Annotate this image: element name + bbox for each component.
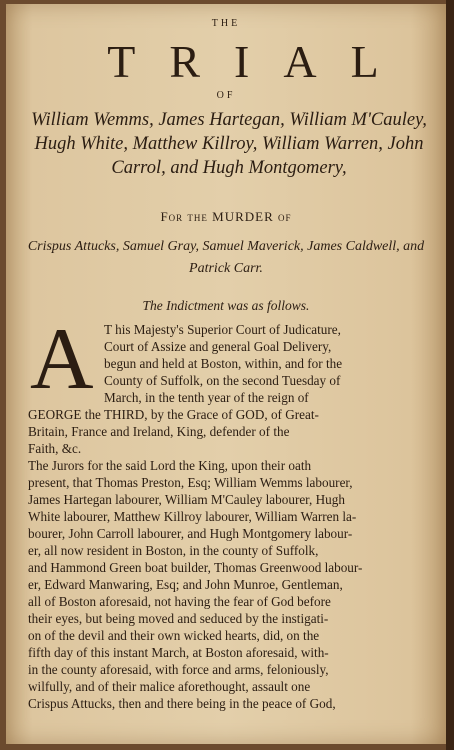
body-line: Faith, &c.	[28, 441, 82, 456]
body-line: their eyes, but being moved and seduced by the instigati-	[28, 611, 329, 626]
body-line: er, Edward Manwaring, Esq; and John Munroe, Gentleman,	[28, 577, 343, 592]
body-line: er, all now resident in Boston, in the county of Suffolk,	[28, 543, 319, 558]
body-line: begun and held at Boston, within, and for the	[104, 356, 343, 371]
body-line: in the county aforesaid, with force and arms, feloniously,	[28, 662, 329, 677]
title-of: OF	[216, 90, 236, 101]
body-line: White labourer, Matthew Killroy labourer, William Warren la-	[28, 509, 357, 524]
body-line: GEORGE the THIRD, by the Grace of GOD, of Great-	[28, 407, 319, 422]
body-line: March, in the tenth year of the reign of	[104, 390, 309, 405]
book-edge	[446, 0, 454, 750]
body-line: all of Boston aforesaid, not having the fear of God before	[28, 594, 331, 609]
body-line: and Hammond Green boat builder, Thomas Greenwood labour-	[28, 560, 363, 575]
indictment-heading: The Indictment was as follows.	[142, 298, 310, 313]
body-line: Crispus Attucks, then and there being in the peace of God,	[28, 696, 336, 711]
title-the: THE	[211, 18, 241, 29]
title-trial: TRIAL	[107, 36, 413, 87]
body-line: T his Majesty's Superior Court of Judicature,	[104, 322, 341, 337]
for-murder-line: For the MURDER of	[160, 209, 292, 224]
body-line: Court of Assize and general Goal Delivery,	[104, 339, 332, 354]
body-line: County of Suffolk, on the second Tuesday of	[104, 373, 341, 388]
body-line: James Hartegan labourer, William M'Cauley labourer, Hugh	[28, 492, 345, 507]
victims-list: Crispus Attucks, Samuel Gray, Samuel Maverick, James Caldwell, and Patrick Carr.	[27, 239, 425, 276]
body-line: The Jurors for the said Lord the King, upon their oath	[28, 458, 312, 473]
body-line: on of the devil and their own wicked hearts, did, on the	[28, 628, 320, 643]
defendants-list: William Wemms, James Hartegan, William M'Cauley, Hugh White, Matthew Killroy, William Warren, John Carrol, and Hugh Montgomery,	[31, 110, 427, 178]
body-line: present, that Thomas Preston, Esq; William Wemms labourer,	[28, 475, 353, 490]
body-line: fifth day of this instant March, at Boston aforesaid, with-	[28, 645, 329, 660]
book-page	[6, 4, 446, 744]
body-line: bourer, John Carroll labourer, and Hugh Montgomery labour-	[28, 526, 353, 541]
body-line: Britain, France and Ireland, King, defender of the	[28, 424, 290, 439]
body-line: wilfully, and of their malice aforethought, assault one	[28, 679, 311, 694]
drop-cap: A	[30, 311, 94, 408]
